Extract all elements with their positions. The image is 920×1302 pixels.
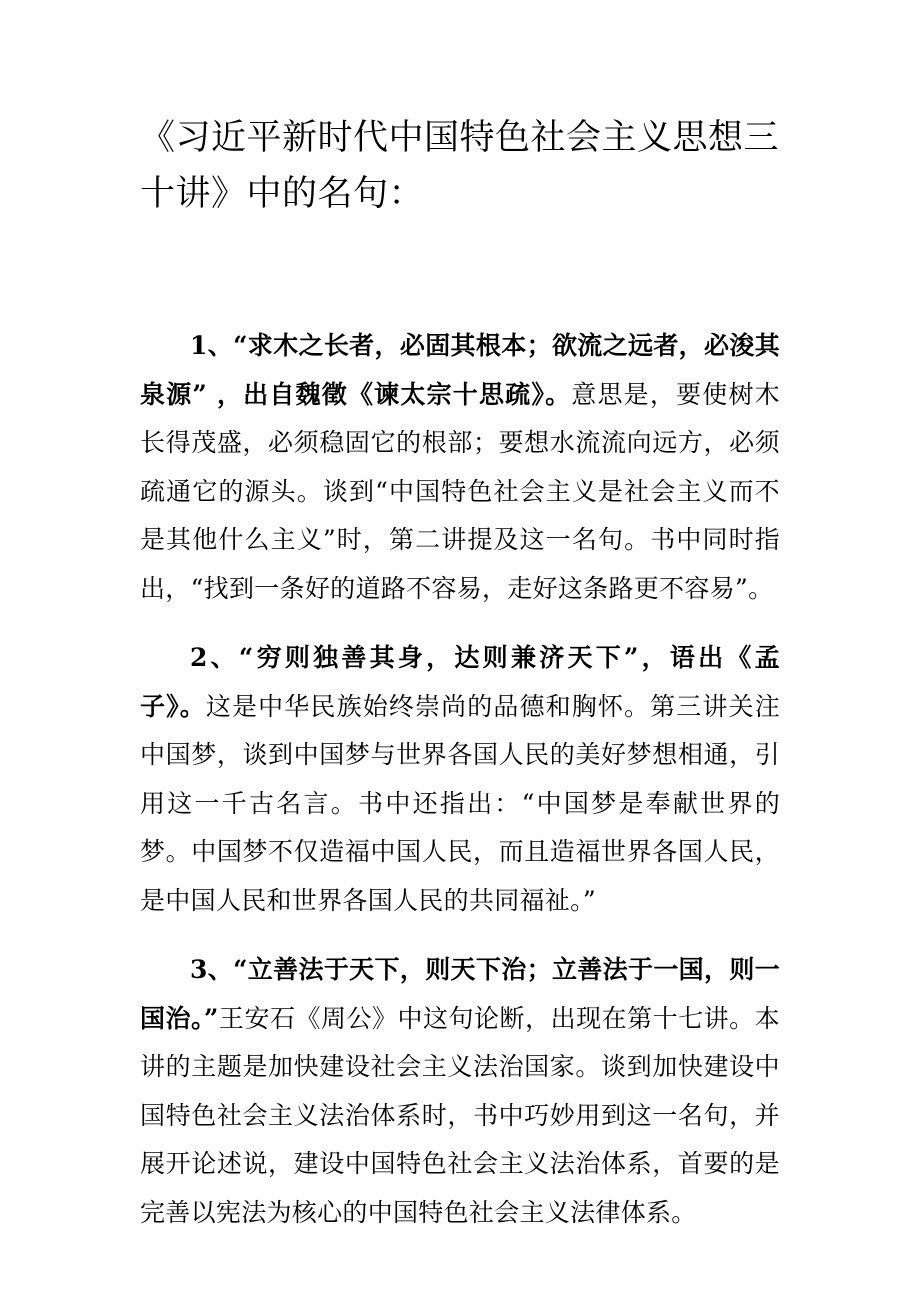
document-page bbox=[140, 110, 780, 1258]
document-body bbox=[140, 322, 780, 1237]
paragraph-2 bbox=[140, 634, 780, 925]
paragraph-1-text: 意思是，要使树木长得茂盛，必须稳固它的根部；要想水流流向远方，必须疏通它的源头。谈到“中国特色社会主义是社会主义而不是其他什么主义”时，第二讲提及这一名句。书中同时指出，“找到一条好的道路不容易，走好这条路更不容易”。 bbox=[140, 379, 780, 603]
paragraph-3 bbox=[140, 946, 780, 1237]
document-title: 《习近平新时代中国特色社会主义思想三十讲》中的名句： bbox=[140, 118, 780, 214]
paragraph-1 bbox=[140, 322, 780, 613]
paragraph-2-text: 这是中华民族始终崇尚的品德和胸怀。第三讲关注中国梦，谈到中国梦与世界各国人民的美好梦想相通，引用这一千古名言。书中还指出：“中国梦是奉献世界的梦。中国梦不仅造福中国人民，而且造福世界各国人民，是中国人民和世界各国人民的共同福祉。” bbox=[140, 691, 780, 915]
paragraph-3-quote: 3、“立善法于天下，则天下治；立善法于一国，则一国治。” bbox=[140, 955, 780, 1033]
paragraph-3-text: 王安石《周公》中这句论断，出现在第十七讲。本讲的主题是加快建设社会主义法治国家。谈到加快建设中国特色社会主义法治体系时，书中巧妙用到这一名句，并展开论述说，建设中国特色社会主义法治体系，首要的是完善以宪法为核心的中国特色社会主义法律体系。 bbox=[140, 1003, 780, 1227]
paragraph-1-quote: 1、“求木之长者，必固其根本；欲流之远者，必浚其泉源” ，出自魏徵《谏太宗十思疏》。 bbox=[140, 331, 780, 409]
paragraph-2-quote: 2、“穷则独善其身，达则兼济天下”，语出《孟子》。 bbox=[140, 643, 780, 721]
